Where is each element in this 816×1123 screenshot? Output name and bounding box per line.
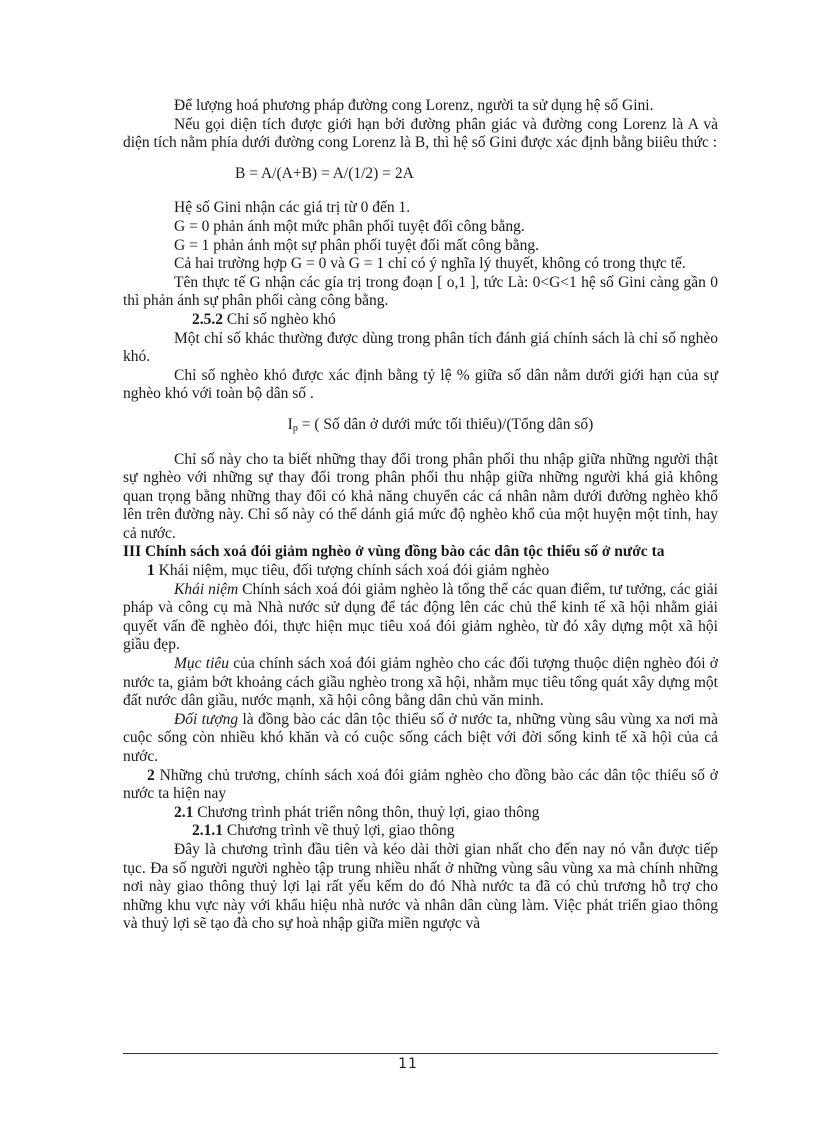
- section-number: 1: [147, 562, 155, 580]
- formula-gini: B = A/(A+B) = A/(1/2) = 2A: [235, 164, 414, 182]
- term-goal: Mục tiêu: [174, 655, 230, 673]
- paragraph-g-one: G = 1 phản ánh một sự phân phối tuyệt đối mất công bằng.: [174, 236, 539, 254]
- section-heading-2-5-2: [123, 311, 718, 330]
- paragraph-text: là đồng bào các dân tộc thiểu số ở nước ta, những vùng sâu vùng xa nơi mà cuộc sống còn nhiều khó khăn và có cuộc sống cách biệt với đời sống kinh tế xã hội của cả nước.: [123, 710, 718, 765]
- section-heading-1: [123, 562, 718, 581]
- section-number: 2: [147, 766, 155, 784]
- section-title: Chương trình phát triển nông thôn, thuỷ lợi, giao thông: [193, 803, 540, 821]
- formula-rhs: = ( Số dân ở dưới mức tối thiểu)/(Tổng dân số): [297, 415, 594, 433]
- section-title: Chỉ số nghèo khó: [223, 310, 336, 328]
- paragraph-gini-intro: Để lượng hoá phương pháp đường cong Lorenz, người ta sử dụng hệ số Gini.: [174, 97, 654, 114]
- paragraph-text: của chính sách xoá đói giảm nghèo cho các đối tượng thuộc diện nghèo đói ở nước ta, giảm bớt khoảng cách giầu nghèo trong xã hội, nhằm mục tiêu tổng quát xây dựng một đất nước dân giầu, nước mạnh, xã hội công bằng dân chủ văn minh.: [123, 655, 718, 710]
- chapter-heading-iii: III Chính sách xoá đói giảm nghèo ở vùng đồng bào các dân tộc thiểu số ở nước ta: [123, 543, 665, 561]
- section-title: Khái niệm, mục tiêu, đối tượng chính sách xoá đói giảm nghèo: [154, 562, 550, 580]
- formula-lhs: I: [287, 415, 293, 433]
- paragraph-gini-range: Hệ số Gini nhận các giá trị từ 0 đến 1.: [174, 199, 411, 217]
- paragraph-gini-practice: Tên thực tế G nhận các gía trị trong đoạn [ o,1 ], tức Là: 0<G<1 hệ số Gini càng gần 0 thì phản ánh sự phân phối càng công bằng.: [123, 273, 718, 310]
- document-page: [123, 97, 718, 934]
- section-title: Chương trình về thuỷ lợi, giao thông: [223, 822, 455, 840]
- section-heading-2: [123, 767, 718, 804]
- paragraph-poverty-index-definition: Chỉ số nghèo khó được xác định bằng tỷ lệ % giữa số dân nằm dưới giới hạn của sự nghèo khó với toàn bộ dân số .: [123, 366, 718, 403]
- formula-subscript: p: [292, 422, 298, 434]
- paragraph-target: [123, 711, 718, 767]
- paragraph-text: Chính sách xoá đói giảm nghèo là tổng thể các quan điểm, tư tưởng, các giải pháp và công cụ mà Nhà nước sử dụng để tác động lên các chủ thể kinh tế xã hội nhằm giải quyết vấn đề nghèo đói, thực hiện mục tiêu xoá đói giảm nghèo, từ đó xây dựng một xã hội giầu đẹp.: [123, 580, 718, 654]
- paragraph-irrigation-transport: Đây là chương trình đầu tiên và kéo dài thời gian nhất cho đến nay nó vẫn được tiếp tục. Đa số người người nghèo tập trung nhiều nhất ở những vùng sâu vùng xa mà chính những nơi này giao thông thuỷ lợi lại rất yếu kếm do đó Nhà nước ta đã có chủ trương hỗ trợ cho những khu vực này với khẩu hiệu nhà nước và nhân dân cùng làm. Việc phát triển giao thông và thuỷ lợi sẽ tạo đà cho sự hoà nhập giữa miền ngược và: [123, 840, 718, 933]
- paragraph-poverty-index-intro: Một chỉ số khác thường được dùng trong phân tích đánh giá chính sách là chỉ số nghèo khó.: [123, 329, 718, 366]
- paragraph-poverty-index-meaning: Chỉ số này cho ta biết những thay đổi trong phân phối thu nhập giữa những người thật sự nghèo với những sự thay đổi trong phân phối thu nhập giữa những người khá giả không quan trọng bằng những thay đổi có khả năng chuyển các cá nhân nằm dưới đường nghèo khổ lên trên đường này. Chỉ số này có thể dánh giá mức độ nghèo khổ của một huyện một tỉnh, hay cả nước.: [123, 450, 718, 542]
- section-heading-2-1: [123, 804, 718, 823]
- term-concept: Khái niệm: [174, 580, 239, 598]
- paragraph-both-cases: Cả hai trường hợp G = 0 và G = 1 chỉ có ý nghĩa lý thuyết, không có trong thực tế.: [174, 255, 686, 273]
- section-number: 2.1: [174, 803, 194, 821]
- section-number: 2.5.2: [192, 310, 223, 328]
- page-number: 11: [398, 1056, 418, 1072]
- section-number: 2.1.1: [192, 822, 223, 840]
- term-target: Đối tượng: [174, 710, 239, 728]
- footer-divider: [123, 1053, 718, 1054]
- paragraph-g-zero: G = 0 phản ánh một mức phân phối tuyệt đối công bằng.: [174, 217, 525, 235]
- section-heading-2-1-1: [123, 822, 718, 841]
- paragraph-goal: [123, 655, 718, 711]
- section-title: Những chủ trương, chính sách xoá đói giảm nghèo cho đồng bào các dân tộc thiểu số ở nước ta hiện nay: [123, 766, 718, 803]
- paragraph-concept: [123, 581, 718, 655]
- formula-poverty-index: [123, 416, 718, 435]
- paragraph-gini-definition: Nếu gọi diện tích được giới hạn bởi đường phân giác và đường cong Lorenz là A và diện tích nằm phía dưới đường cong Lorenz là B, thì hệ số Gini được xác định bằng biiêu thức :: [123, 115, 718, 152]
